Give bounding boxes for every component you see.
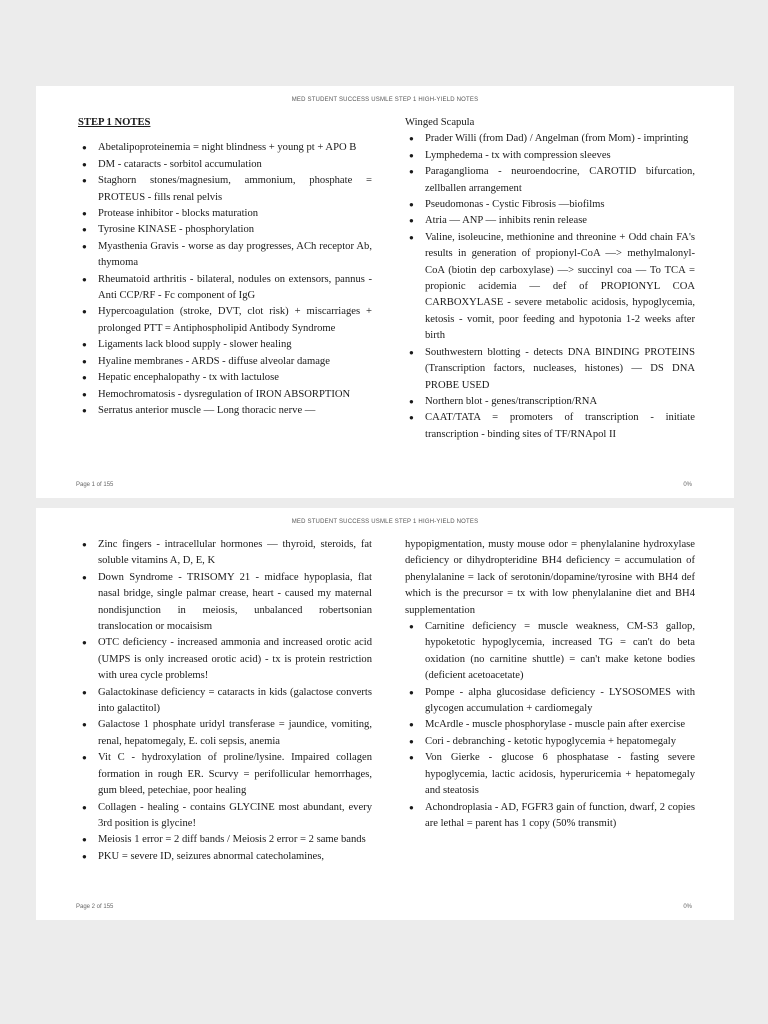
document-page-2 [36, 508, 734, 920]
progress-percent: 0% [683, 482, 692, 488]
list-item: ● McArdle - muscle phosphorylase - muscle pain after exercise [405, 717, 695, 733]
list-item: ● Atria — ANP — inhibits renin release [405, 213, 695, 229]
list-item: ● Galactokinase deficiency = cataracts in kids (galactose converts into galactitol) [78, 685, 372, 718]
list-item: ● Myasthenia Gravis - worse as day progresses, ACh receptor Ab, thymoma [78, 239, 372, 272]
list-item-continuation: Winged Scapula [405, 117, 475, 128]
list-item: ● Down Syndrome - TRISOMY 21 - midface hypoplasia, flat nasal bridge, single palmar crease, heart - caused my maternal nondisjunction in meiosis, unbalanced robertsonian translocation or mocaisism [78, 570, 372, 636]
list-item: ● Meiosis 1 error = 2 diff bands / Meiosis 2 error = 2 same bands [78, 832, 372, 848]
list-item: ● Collagen - healing - contains GLYCINE most abundant, every 3rd position is glycine! [78, 800, 372, 833]
list-item-continuation: hypopigmentation, musty mouse odor = phenylalanine hydroxylase deficiency or dihydropteridine BH4 deficiency = accumulation of phenylalanine = lack of serotonin/dopamine/tyrosine with BH4 def which is the precursor = tx with low phenylalanine diet and BH4 supplementation [405, 539, 695, 616]
list-item: ● Hyaline membranes - ARDS - diffuse alveolar damage [78, 354, 372, 370]
list-item: ● Pseudomonas - Cystic Fibrosis —biofilms [405, 197, 695, 213]
document-page-1 [36, 86, 734, 498]
section-title: STEP 1 NOTES [78, 117, 151, 128]
list-item: ● Hepatic encephalopathy - tx with lactulose [78, 370, 372, 386]
list-item: ● Vit C - hydroxylation of proline/lysine. Impaired collagen formation in rough ER. Scurvy = perifollicular hemorrhages, gum bleed, petechiae, poor healing [78, 750, 372, 799]
list-item: ● Pompe - alpha glucosidase deficiency - LYSOSOMES with glycogen accumulation + cardiomegaly [405, 685, 695, 718]
list-item: ● Von Gierke - glucose 6 phosphatase - fasting severe hypoglycemia, lactic acidosis, hyperuricemia + hepatomegaly and steatosis [405, 750, 695, 799]
list-item: ● Paraganglioma - neuroendocrine, CAROTID bifurcation, zellballen arrangement [405, 164, 695, 197]
list-item: ● Prader Willi (from Dad) / Angelman (from Mom) - imprinting [405, 131, 695, 147]
list-item: ● Galactose 1 phosphate uridyl transferase = jaundice, vomiting, renal, hepatomegaly, E. coli sepsis, anemia [78, 717, 372, 750]
list-item: ● Northern blot - genes/transcription/RNA [405, 394, 695, 410]
list-item: ● Southwestern blotting - detects DNA BINDING PROTEINS (Transcription factors, nucleases, histones) — DS DNA PROBE USED [405, 345, 695, 394]
progress-percent: 0% [683, 904, 692, 910]
list-item: ● Cori - debranching - ketotic hypoglycemia + hepatomegaly [405, 734, 695, 750]
list-item: ● Serratus anterior muscle — Long thoracic nerve — [78, 403, 372, 419]
list-item: ● Abetalipoproteinemia = night blindness + young pt + APO B [78, 140, 372, 156]
list-item: ● Ligaments lack blood supply - slower healing [78, 337, 372, 353]
page-number: Page 1 of 155 [76, 482, 114, 488]
list-item: ● CAAT/TATA = promoters of transcription - initiate transcription - binding sites of TF/RNApol II [405, 410, 695, 443]
list-item: ● OTC deficiency - increased ammonia and increased orotic acid (UMPS is only increased orotic acid) - tx is protein restriction with urea cycle problems! [78, 635, 372, 684]
page-number: Page 2 of 155 [76, 904, 114, 910]
left-column [78, 115, 372, 419]
list-item: ● Achondroplasia - AD, FGFR3 gain of function, dwarf, 2 copies are lethal = parent has 1 copy (50% transmit) [405, 800, 695, 833]
list-item: ● Rheumatoid arthritis - bilateral, nodules on extensors, pannus - Anti CCP/RF - Fc component of IgG [78, 272, 372, 305]
list-item: ● Hemochromatosis - dysregulation of IRON ABSORPTION [78, 387, 372, 403]
list-item: ● Carnitine deficiency = muscle weakness, CM-S3 gallop, hypoketotic hypoglycemia, increased TG = can't do beta oxidation (no carnitine shuttle) = can't make ketone bodies (deficient acetoacetate) [405, 619, 695, 685]
right-column [405, 115, 695, 443]
right-column [405, 537, 695, 832]
list-item: ● Tyrosine KINASE - phosphorylation [78, 222, 372, 238]
list-item: ● Lymphedema - tx with compression sleeves [405, 148, 695, 164]
list-item: ● Hypercoagulation (stroke, DVT, clot risk) + miscarriages + prolonged PTT = Antiphospholipid Antibody Syndrome [78, 304, 372, 337]
bullet-list [405, 115, 695, 443]
list-item: ● Protease inhibitor - blocks maturation [78, 206, 372, 222]
list-item: ● Staghorn stones/magnesium, ammonium, phosphate = PROTEUS - fills renal pelvis [78, 173, 372, 206]
bullet-list [78, 537, 372, 865]
bullet-list [405, 537, 695, 832]
list-item: ● PKU = severe ID, seizures abnormal catecholamines, [78, 849, 372, 865]
left-column [78, 537, 372, 865]
list-item: ● Zinc fingers - intracellular hormones — thyroid, steroids, fat soluble vitamins A, D, E, K [78, 537, 372, 570]
running-header: MED STUDENT SUCCESS USMLE STEP 1 HIGH-YIELD NOTES [291, 519, 479, 525]
list-item: ● Valine, isoleucine, methionine and threonine + Odd chain FA's results in generation of propionyl-CoA —> methylmalonyl-CoA (biotin dep carboxylase) —> succinyl coa — To TCA = propionic acidemia — def of PROPIONYL COA CARBOXYLASE - severe metabolic acidosis, hypoglycemia, ketosis - vomit, poor feeding and hypotonia 1-2 weeks after birth [405, 230, 695, 345]
list-item: ● DM - cataracts - sorbitol accumulation [78, 157, 372, 173]
running-header: MED STUDENT SUCCESS USMLE STEP 1 HIGH-YIELD NOTES [291, 97, 479, 103]
bullet-list [78, 140, 372, 419]
